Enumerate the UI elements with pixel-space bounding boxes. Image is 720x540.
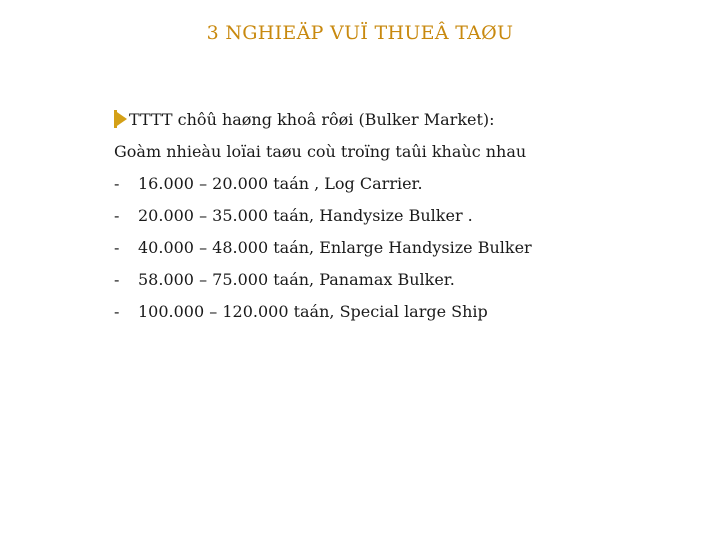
list-item [114, 200, 694, 232]
subheading-text: Goàm nhieàu loïai taøu coù troïng taûi khaùc nhau [114, 142, 527, 161]
list-item-text: 58.000 – 75.000 taán, Panamax Bulker. [138, 270, 455, 289]
list-item-text: 100.000 – 120.000 taán, Special large Ship [138, 302, 488, 321]
list-item [114, 296, 694, 328]
list-item [114, 264, 694, 296]
dash-marker: - [114, 174, 120, 193]
dash-marker: - [114, 238, 120, 257]
list-item-text: 16.000 – 20.000 taán , Log Carrier. [138, 174, 423, 193]
slide-content [114, 104, 694, 328]
heading-text: TTTT chôû haøng khoâ rôøi (Bulker Market): [129, 109, 495, 129]
list-item-text: 20.000 – 35.000 taán, Handysize Bulker . [138, 206, 473, 225]
list-item [114, 168, 694, 200]
dash-marker: - [114, 270, 120, 289]
dash-marker: - [114, 302, 120, 321]
list-item-text: 40.000 – 48.000 taán, Enlarge Handysize Bulker [138, 238, 532, 257]
tonnage-list [114, 168, 694, 328]
slide-title: 3 NGHIEÄP VUÏ THUEÂ TAØU [206, 22, 514, 44]
heading-line [114, 104, 694, 134]
arrow-bullet-icon [114, 110, 127, 128]
list-item [114, 232, 694, 264]
dash-marker: - [114, 206, 120, 225]
